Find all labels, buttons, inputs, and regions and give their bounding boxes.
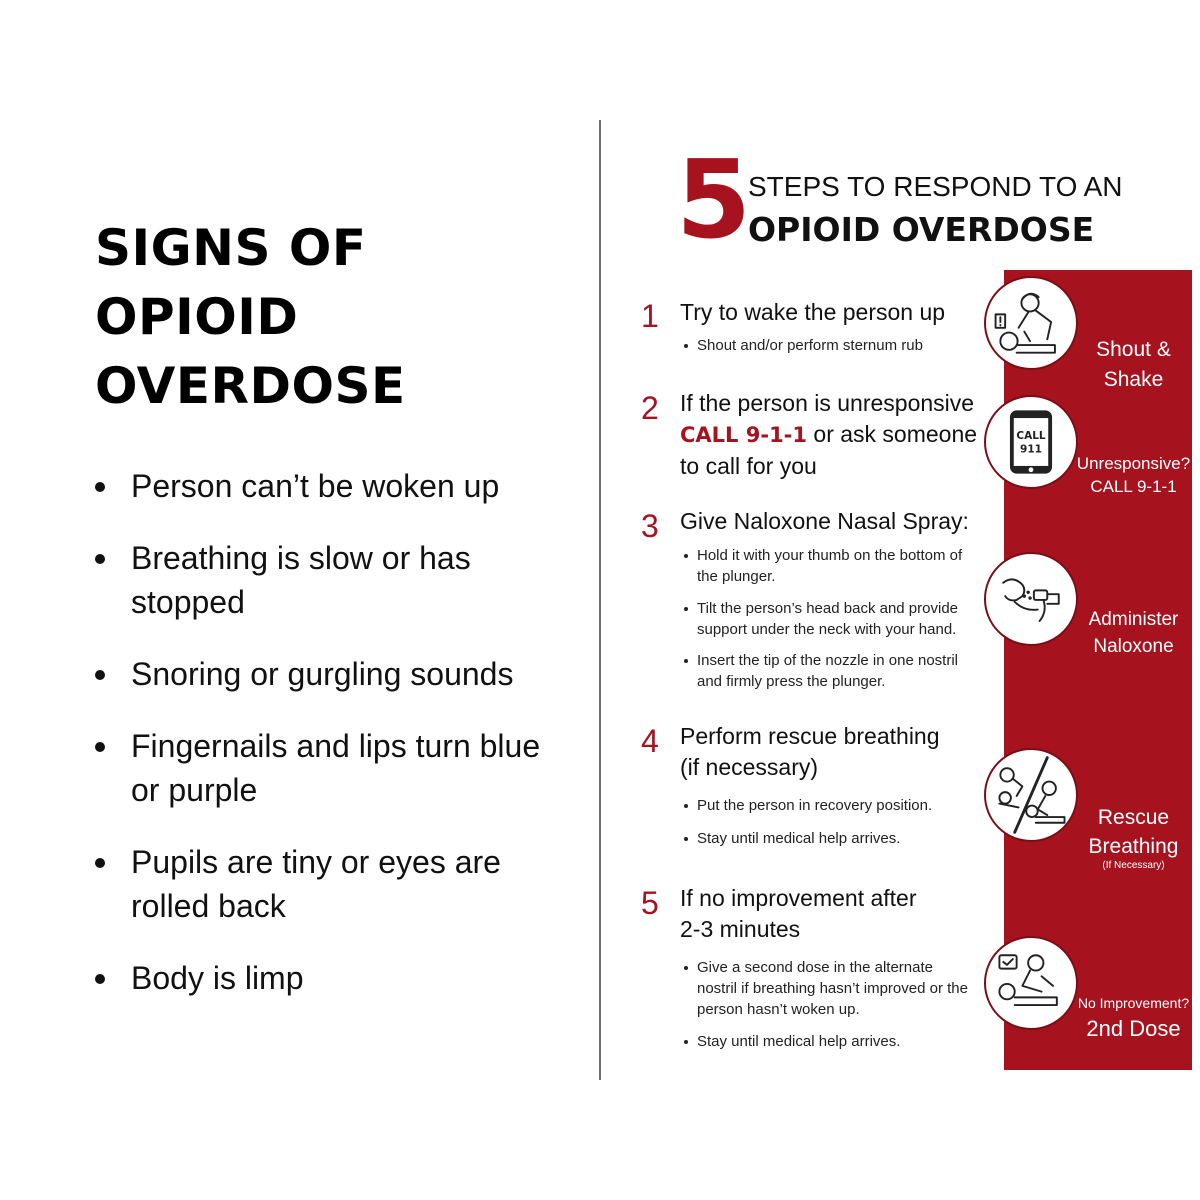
sign-item: Fingernails and lips turn blue or purple [95,724,565,812]
sign-item: Breathing is slow or has stopped [95,536,565,624]
signs-title-line: SIGNS OF [95,219,367,277]
step-number: 1 [641,298,659,334]
step-number: 4 [641,723,659,759]
step-bullet: Hold it with your thumb on the bottom of the plunger. [684,545,984,587]
signs-title-line: OPIOID [95,288,299,346]
steps-header-line2: OPIOID OVERDOSE [748,210,1095,249]
step-title: If no improvement after 2-3 minutes [680,885,917,942]
signs-title-line: OVERDOSE [95,357,406,415]
step-bullet: Stay until medical help arrives. [684,1031,984,1052]
sidebar-label-line: Breathing [1088,835,1179,858]
phone-call-text: CALL [1016,430,1046,443]
sidebar-label-rescue [1075,803,1192,871]
signs-list [95,464,565,1000]
step-bullet: Put the person in recovery position. [684,795,984,816]
sidebar-label-call [1075,452,1192,498]
sidebar-label-line: Administer [1088,609,1179,630]
sidebar-label-second-dose [1075,992,1192,1044]
sign-item: Person can’t be woken up [95,464,565,508]
second-dose-icon [984,936,1078,1030]
step-title: Perform rescue breathing (if necessary) [680,723,940,780]
sidebar-label-line: No Improvement? [1077,995,1190,1011]
step-bullet: Insert the tip of the nozzle in one nostril and firmly press the plunger. [684,650,984,692]
shout-shake-icon [984,276,1078,370]
sign-item: Snoring or gurgling sounds [95,652,565,696]
rescue-breathing-icon [984,748,1078,842]
sidebar-label-note: (If Necessary) [1102,860,1165,871]
sidebar-label-line: Rescue [1097,806,1170,829]
step-title-text: If the person is unresponsive [680,390,975,416]
sidebar-label-line: Shout & [1096,338,1171,361]
steps-header-line1: STEPS TO RESPOND TO AN [748,171,1123,202]
sidebar-label-naloxone [1075,606,1192,660]
call-911-emphasis: CALL 9-1-1 [680,423,808,447]
phone-call-911-icon [984,395,1078,489]
nasal-spray-icon [984,552,1078,646]
step-bullet: Tilt the person’s head back and provide support under the neck with your hand. [684,598,984,640]
sidebar-label-line: 2nd Dose [1086,1016,1181,1041]
step-title: Try to wake the person up [680,299,946,325]
step-bullet: Give a second dose in the alternate nostril if breathing hasn’t improved or the person hasn’t woken up. [684,957,969,1020]
step-number: 3 [641,508,659,544]
steps-count-number: 5 [676,138,752,263]
column-divider [599,120,601,1080]
step-number: 5 [641,885,659,921]
sidebar-label-line: CALL 9-1-1 [1090,477,1177,496]
sidebar-label-line: Unresponsive? [1076,454,1191,473]
step-number: 2 [641,390,659,426]
sidebar-label-line: Shake [1103,368,1164,391]
step-title: Give Naloxone Nasal Spray: [680,508,969,534]
step-title [680,388,995,482]
step-bullet: Shout and/or perform sternum rub [684,335,984,356]
sign-item: Body is limp [95,956,565,1000]
step-title-text: or ask someone to call for you [680,421,978,479]
sidebar-label-shout-shake [1075,335,1192,395]
signs-title [95,214,406,421]
step-bullet: Stay until medical help arrives. [684,828,984,849]
phone-911-text: 911 [1020,443,1042,456]
sidebar-label-line: Naloxone [1093,636,1174,657]
sign-item: Pupils are tiny or eyes are rolled back [95,840,565,928]
